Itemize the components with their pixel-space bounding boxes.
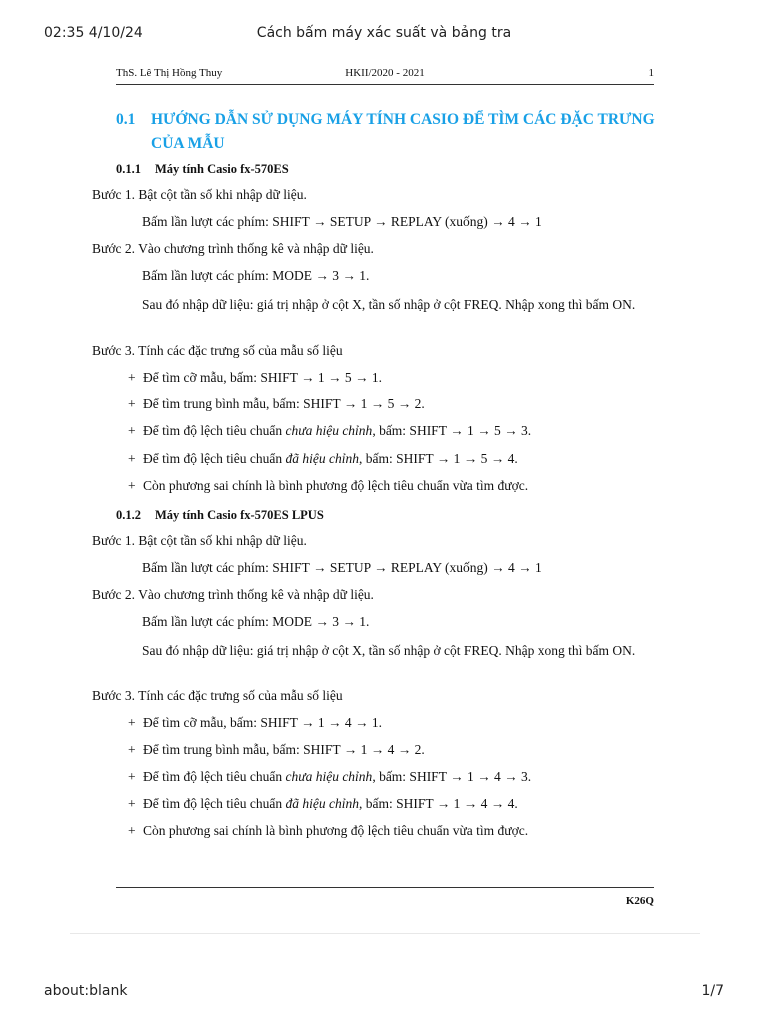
- footer-tag: K26Q: [625, 895, 654, 907]
- subsection-heading: [116, 508, 324, 523]
- subsection-title: Máy tính Casio fx-570ES LPUS: [155, 508, 324, 522]
- step-2-keys: Bấm lần lượt các phím: MODE → 3 → 1.: [142, 614, 370, 629]
- page-separator: [70, 933, 700, 934]
- step-2: Bước 2. Vào chương trình thống kê và nhập dữ liệu.: [92, 241, 374, 256]
- subsection-heading: [116, 162, 289, 177]
- bullet-item: + Để tìm cỡ mẫu, bấm: SHIFT → 1 → 4 → 1.: [128, 715, 382, 730]
- section-number: 0.1: [116, 111, 136, 128]
- print-footer: [44, 983, 724, 1003]
- step-2: Bước 2. Vào chương trình thống kê và nhập dữ liệu.: [92, 587, 374, 602]
- step-2-keys: Bấm lần lượt các phím: MODE → 3 → 1.: [142, 268, 370, 283]
- step-1-keys: Bấm lần lượt các phím: SHIFT → SETUP → REPLAY (xuống) → 4 → 1: [142, 214, 542, 229]
- bullet-item: + Để tìm cỡ mẫu, bấm: SHIFT → 1 → 5 → 1.: [128, 370, 382, 385]
- section-heading: [116, 108, 656, 156]
- bullet-item: + Để tìm độ lệch tiêu chuẩn chưa hiệu chỉnh, bấm: SHIFT → 1 → 5 → 3.: [128, 423, 532, 438]
- print-datetime: 02:35 4/10/24: [44, 25, 143, 41]
- print-page-count: 1/7: [701, 983, 724, 999]
- section-title: HƯỚNG DẪN SỬ DỤNG MÁY TÍNH CASIO ĐỂ TÌM CÁC ĐẶC TRƯNG CỦA MẪU: [151, 111, 655, 152]
- step-1-keys: Bấm lần lượt các phím: SHIFT → SETUP → REPLAY (xuống) → 4 → 1: [142, 560, 542, 575]
- print-url: about:blank: [44, 983, 128, 999]
- subsection-number: 0.1.1: [116, 162, 141, 176]
- step-1: Bước 1. Bật cột tần số khi nhập dữ liệu.: [92, 533, 307, 548]
- author: ThS. Lê Thị Hồng Thuy: [116, 67, 223, 79]
- footer-rule: [116, 887, 654, 888]
- bullet-item: + Để tìm độ lệch tiêu chuẩn đã hiệu chỉnh, bấm: SHIFT → 1 → 4 → 4.: [128, 796, 518, 811]
- bullet-item: + Để tìm độ lệch tiêu chuẩn đã hiệu chỉnh, bấm: SHIFT → 1 → 5 → 4.: [128, 451, 518, 466]
- subsection-title: Máy tính Casio fx-570ES: [155, 162, 289, 176]
- step-3: Bước 3. Tính các đặc trưng số của mẫu số liệu: [92, 343, 343, 358]
- page-number: 1: [648, 67, 654, 79]
- subsection-number: 0.1.2: [116, 508, 141, 522]
- running-header: [116, 67, 654, 83]
- header-rule: [116, 84, 654, 85]
- bullet-item: + Để tìm độ lệch tiêu chuẩn chưa hiệu chỉnh, bấm: SHIFT → 1 → 4 → 3.: [128, 769, 532, 784]
- bullet-item: + Để tìm trung bình mẫu, bấm: SHIFT → 1 → 4 → 2.: [128, 742, 425, 757]
- step-2-note: Sau đó nhập dữ liệu: giá trị nhập ở cột X, tần số nhập ở cột FREQ. Nhập xong thì bấm ON.: [142, 297, 636, 312]
- step-3: Bước 3. Tính các đặc trưng số của mẫu số liệu: [92, 688, 343, 703]
- bullet-item: + Để tìm trung bình mẫu, bấm: SHIFT → 1 → 5 → 2.: [128, 396, 425, 411]
- bullet-item: + Còn phương sai chính là bình phương độ lệch tiêu chuẩn vừa tìm được.: [128, 478, 529, 493]
- print-title: Cách bấm máy xác suất và bảng tra: [256, 25, 512, 41]
- step-1: Bước 1. Bật cột tần số khi nhập dữ liệu.: [92, 187, 307, 202]
- bullet-item: + Còn phương sai chính là bình phương độ lệch tiêu chuẩn vừa tìm được.: [128, 823, 529, 838]
- step-2-note: Sau đó nhập dữ liệu: giá trị nhập ở cột X, tần số nhập ở cột FREQ. Nhập xong thì bấm ON.: [142, 643, 636, 658]
- term: HKII/2020 - 2021: [345, 67, 425, 79]
